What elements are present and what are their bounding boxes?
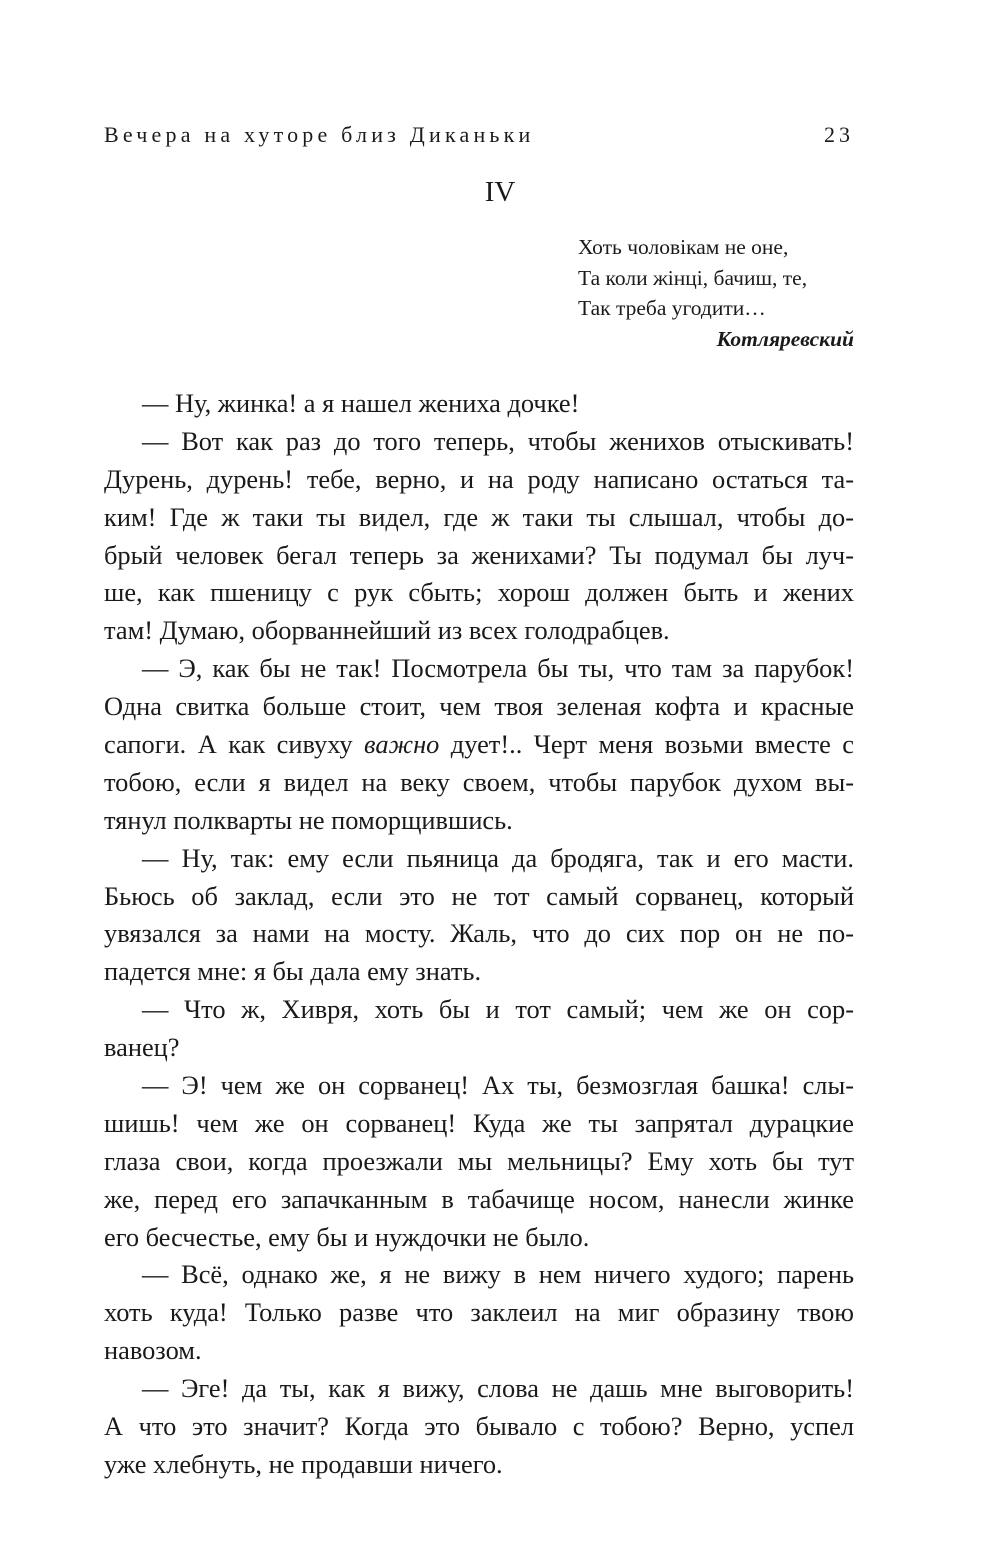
text-line: навозом. — [104, 1335, 202, 1366]
text-line: же, перед его запачканным в табачище носом, нанесли жинке — [104, 1183, 854, 1214]
text-line: ше, как пшеницу с рук сбыть; хорош должен быть и жених — [104, 577, 854, 608]
epigraph-author: Котляревский — [716, 326, 854, 351]
text-line-with-emphasis — [104, 726, 854, 764]
text-line: тобою, если я видел на веку своем, чтобы парубок духом вы- — [104, 766, 854, 797]
text-line: глаза свои, когда проезжали мы мельницы? Ему хоть бы тут — [104, 1145, 854, 1176]
text-line: ким! Где ж таки ты видел, где ж таки ты слышал, чтобы до- — [104, 501, 854, 532]
text-line: — Э, как бы не так! Посмотрела бы ты, что там за парубок! — [142, 653, 854, 684]
text-line: там! Думаю, оборваннейший из всех голодрабцев. — [104, 615, 670, 646]
epigraph-line: Хоть чоловікам не оне, — [578, 235, 789, 259]
text-line: тянул полкварты не поморщившись. — [104, 804, 513, 835]
text-line: уже хлебнуть, не продавши ничего. — [104, 1448, 503, 1479]
text-line: брый человек бегал теперь за женихами? Ты подумал бы луч- — [104, 539, 854, 570]
text-line: — Вот как раз до того теперь, чтобы женихов отыскивать! — [142, 425, 854, 456]
text-line: — Всё, однако же, я не вижу в нем ничего худого; парень — [142, 1259, 854, 1290]
text-line: ванец? — [104, 1032, 180, 1063]
body-text — [104, 385, 854, 1484]
text-line: увязался за нами на мосту. Жаль, что до сих пор он не по- — [104, 918, 854, 949]
epigraph-line: Та коли жінці, бачиш, те, — [578, 265, 808, 290]
text-line: его бесчестье, ему бы и нуждочки не было. — [104, 1221, 590, 1252]
epigraph-line: Так треба угодити… — [578, 296, 766, 320]
text-line: шишь! чем же он сорванец! Куда же ты запрятал дурацкие — [104, 1107, 854, 1138]
text-line: — Что ж, Хивря, хоть бы и тот самый; чем же он сор- — [142, 994, 854, 1025]
text-segment: сапоги. А как сивуху — [104, 729, 365, 760]
text-line: Бьюсь об заклад, если это не тот самый сорванец, который — [104, 880, 854, 911]
text-line: — Ну, жинка! а я нашел жениха дочке! — [142, 388, 580, 418]
text-line: А что это значит? Когда это бывало с тобою? Верно, успел — [104, 1411, 854, 1442]
text-line: Одна свитка больше стоит, чем твоя зеленая кофта и красные — [104, 691, 854, 722]
emphasis-word: важно — [364, 729, 440, 760]
running-title: Вечера на хуторе близ Диканьки — [104, 122, 535, 147]
text-line: — Эге! да ты, как я вижу, слова не дашь мне выговорить! — [142, 1373, 854, 1404]
text-line: — Ну, так: ему если пьяница да бродяга, так и его масти. — [142, 842, 854, 873]
text-line: Дурень, дурень! тебе, верно, и на роду написано остаться та- — [104, 463, 854, 494]
text-segment: дует!.. Черт меня возьми вместе с — [439, 729, 854, 760]
text-line: — Э! чем же он сорванец! Ах ты, безмозглая башка! слы- — [142, 1070, 854, 1101]
text-line: хоть куда! Только разве что заклеил на миг образину твою — [104, 1297, 854, 1328]
running-header — [104, 118, 854, 152]
text-line: падется мне: я бы дала ему знать. — [104, 956, 482, 987]
page-number: 23 — [824, 122, 854, 147]
chapter-number: IV — [484, 176, 516, 208]
epigraph — [578, 232, 854, 354]
